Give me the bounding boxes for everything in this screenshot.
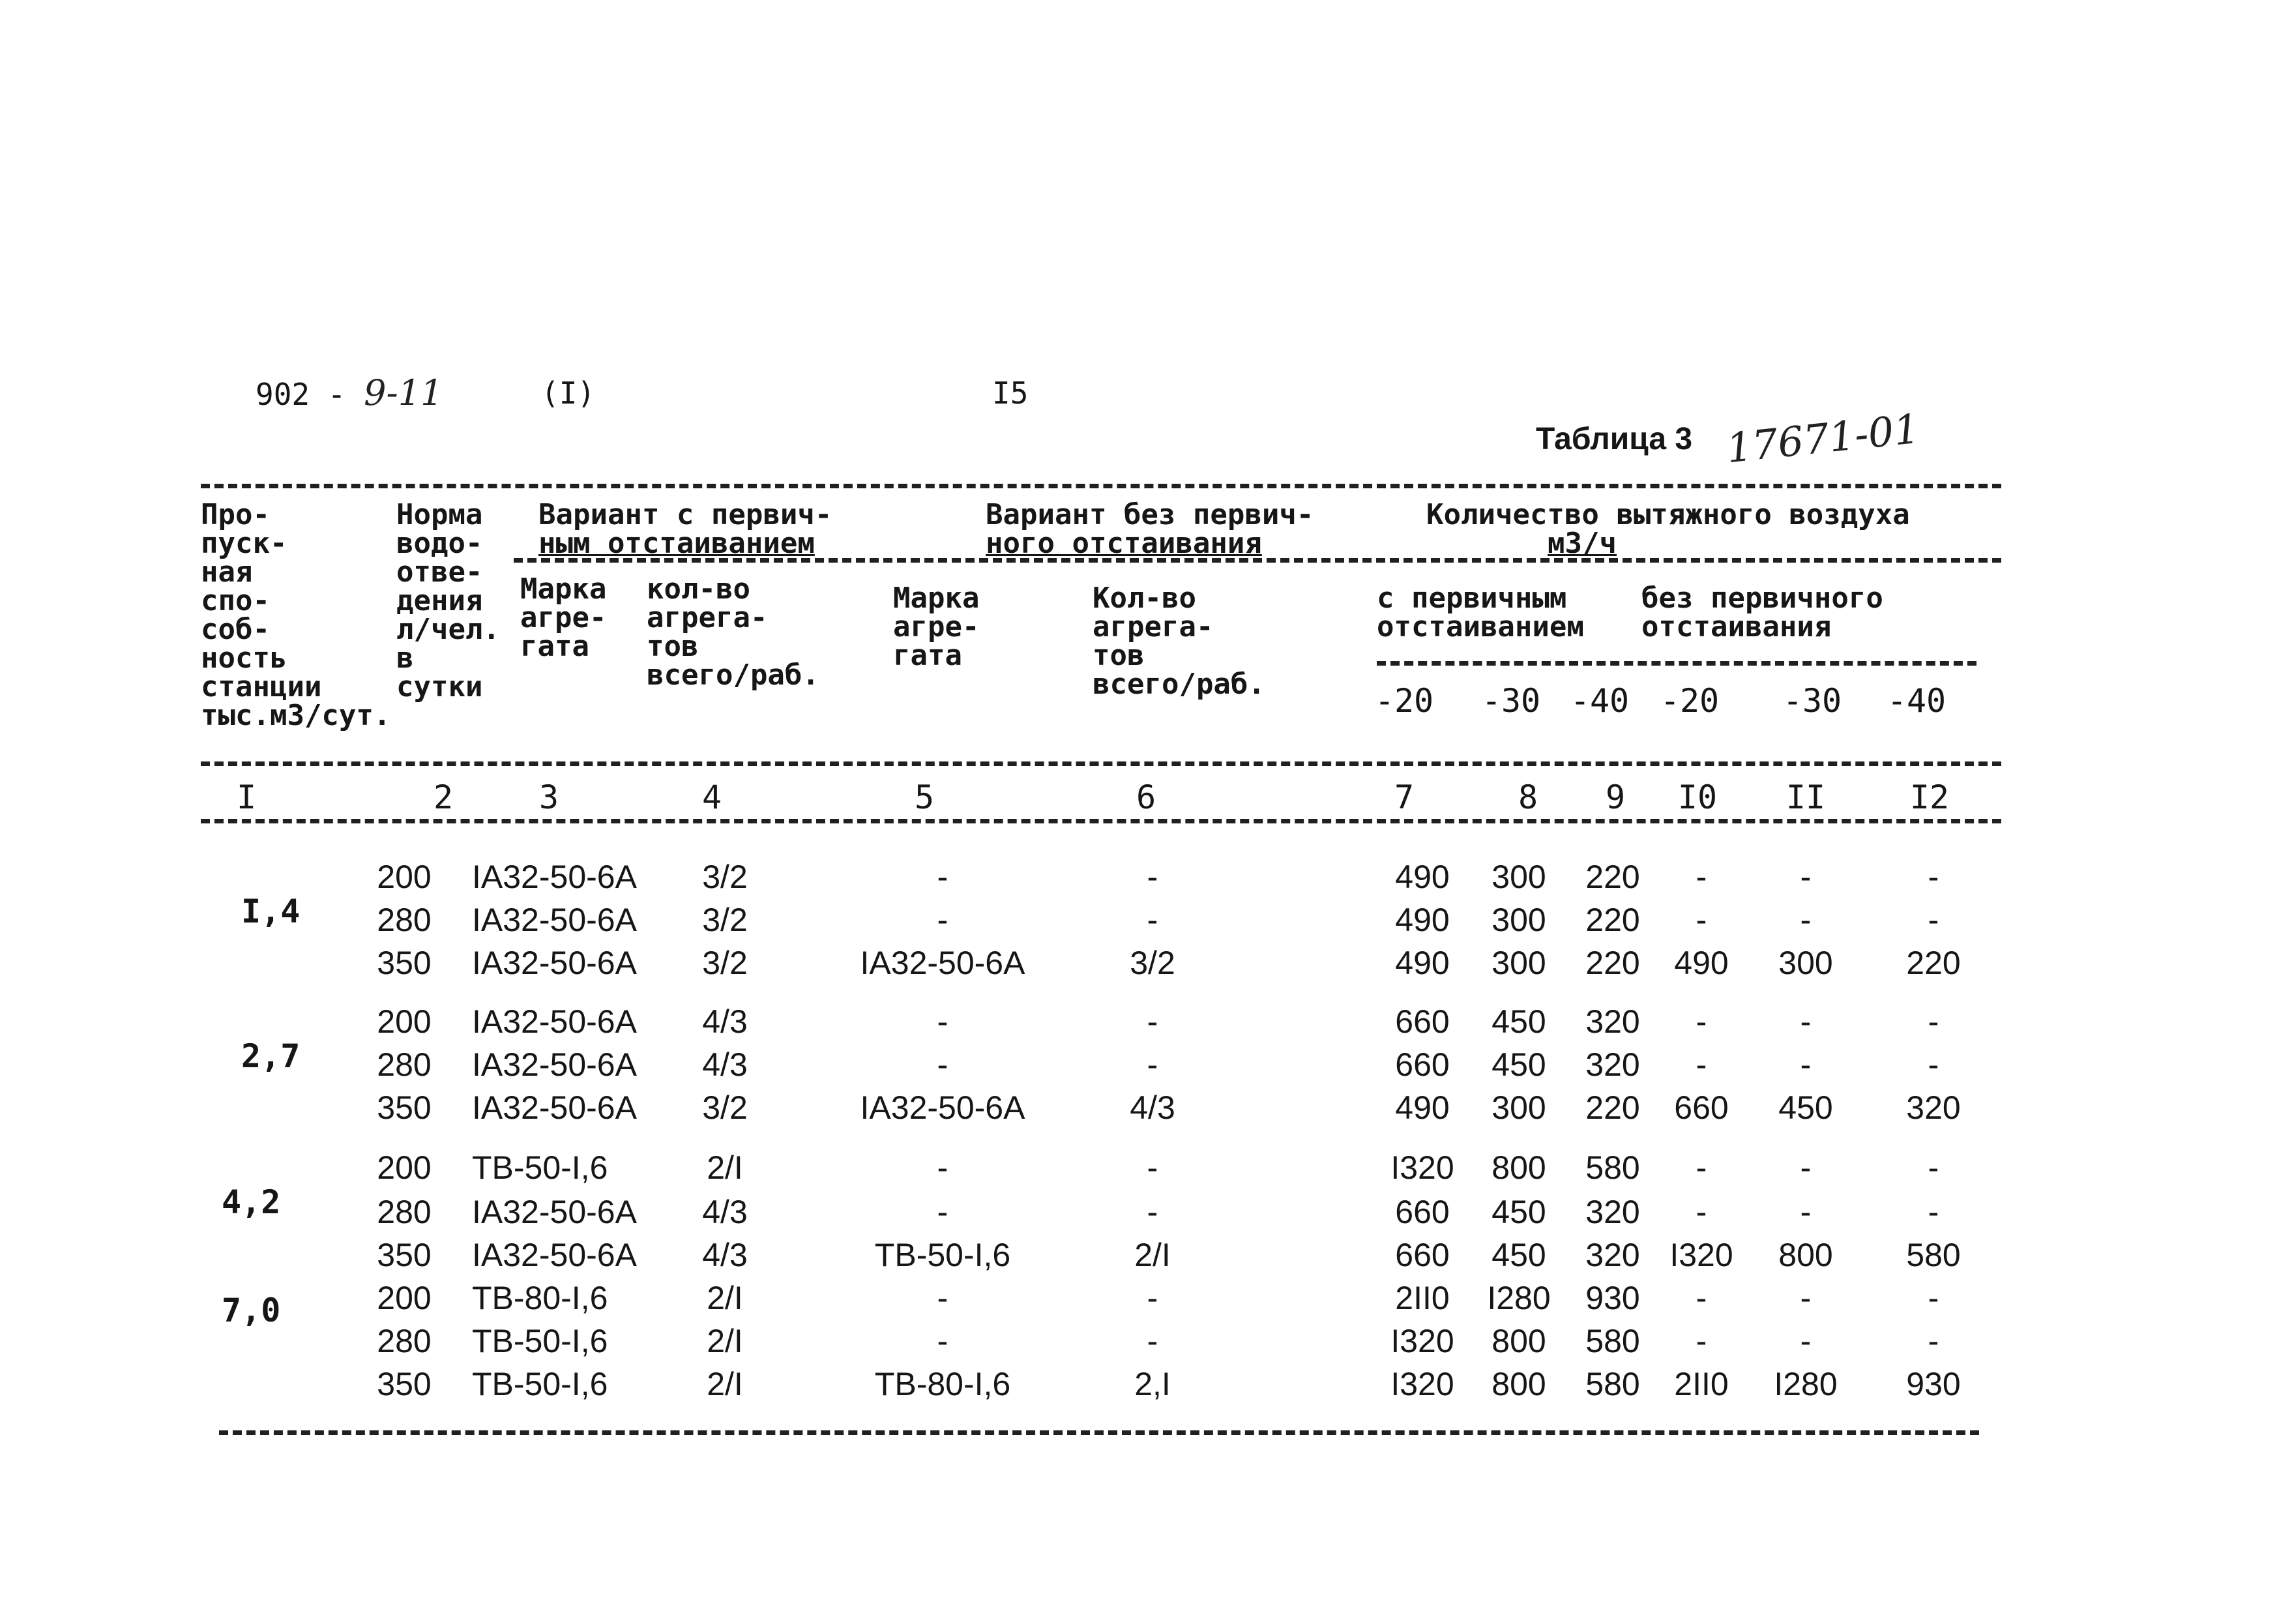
qty-without-cell: - [1147, 1323, 1158, 1359]
air-without-m40-cell: - [1928, 1046, 1939, 1083]
air-with-m20-cell: 2II0 [1395, 1280, 1450, 1316]
air-without-m30-cell: - [1800, 1280, 1812, 1316]
column-number: 8 [1518, 778, 1538, 816]
column-number: 5 [914, 778, 935, 816]
capacity-cell: 4,2 [222, 1183, 281, 1221]
qty-without-cell: - [1147, 859, 1158, 895]
air-with-m40-cell: 320 [1585, 1237, 1640, 1273]
qty-without-cell: 2,I [1134, 1366, 1171, 1402]
mark-without-cell: - [937, 1046, 948, 1083]
air-with-m20-cell: 490 [1395, 1089, 1450, 1126]
group-without-primary: Вариант без первич- ного отстаивания [986, 498, 1314, 560]
qty-without-cell: 2/I [1134, 1237, 1171, 1273]
qty-without-cell: - [1147, 1280, 1158, 1316]
group-air-volume: Количество вытяжного воздуха м3/ч [1426, 498, 1910, 560]
norm-cell: 280 [377, 1046, 432, 1083]
mark-with-cell: TB-50-I,6 [472, 1323, 608, 1359]
air-with-m30-cell: 300 [1491, 902, 1546, 938]
air-without-m40-cell: - [1928, 1003, 1939, 1040]
column-number: I2 [1909, 778, 1950, 816]
mark-with-cell: TB-50-I,6 [472, 1366, 608, 1402]
mark-with-cell: IA32-50-6A [472, 859, 637, 895]
column-number: 4 [701, 778, 722, 816]
air-without-m30-cell: - [1800, 1046, 1812, 1083]
col-norm-header: Норма водо- отве- дения л/чел. в сутки [396, 498, 500, 703]
air-without-m40-cell: 580 [1906, 1237, 1961, 1273]
mark-with-cell: IA32-50-6A [472, 1089, 637, 1126]
mark-without-cell: - [937, 859, 948, 895]
air-with-m20-cell: 660 [1395, 1003, 1450, 1040]
air-with-m40-cell: 220 [1585, 859, 1640, 895]
air-with-m20-cell: 490 [1395, 902, 1450, 938]
qty-with-cell: 4/3 [702, 1046, 748, 1083]
qty-without-cell: 3/2 [1130, 945, 1175, 981]
air-without-m20-cell: - [1696, 1280, 1707, 1316]
air-with-m40-cell: 930 [1585, 1280, 1640, 1316]
qty-with-cell: 2/I [707, 1366, 743, 1402]
part-number: (I) [541, 376, 596, 411]
norm-cell: 280 [377, 1194, 432, 1230]
mark-without-cell: - [937, 1323, 948, 1359]
mark-with-cell: IA32-50-6A [472, 1046, 637, 1083]
col-mark1-header: Марка агре- гата [520, 572, 607, 663]
doc-code-handwritten: 9-11 [364, 372, 443, 413]
norm-cell: 280 [377, 1323, 432, 1359]
qty-with-cell: 2/I [707, 1149, 743, 1186]
mark-without-cell: TB-50-I,6 [874, 1237, 1011, 1273]
air-with-m20-cell: I320 [1390, 1323, 1454, 1359]
air-with-m30-cell: 300 [1491, 859, 1546, 895]
norm-cell: 200 [377, 1280, 432, 1316]
doc-code-prefix: 902 - [256, 377, 364, 412]
air-with-m20-cell: 660 [1395, 1046, 1450, 1083]
mark-without-cell: - [937, 1149, 948, 1186]
norm-cell: 350 [377, 945, 432, 981]
qty-with-cell: 4/3 [702, 1194, 748, 1230]
air-with-m20-cell: I320 [1390, 1366, 1454, 1402]
air-without-m30-cell: - [1800, 859, 1812, 895]
air-without-m20-cell: - [1696, 1323, 1707, 1359]
capacity-cell: 2,7 [241, 1037, 301, 1075]
air-without-m20-cell: - [1696, 859, 1707, 895]
mark-with-cell: IA32-50-6A [472, 1237, 637, 1273]
column-number: I [236, 778, 257, 816]
column-number: 2 [433, 778, 454, 816]
mark-with-cell: TB-80-I,6 [472, 1280, 608, 1316]
air-with-m20-cell: 660 [1395, 1237, 1450, 1273]
air-without-primary-header: без первичного отстаивания [1641, 582, 1883, 643]
mark-without-cell: - [937, 902, 948, 938]
air-with-m40-cell: 320 [1585, 1046, 1640, 1083]
doc-code [256, 372, 443, 413]
air-with-m30-cell: 800 [1491, 1323, 1546, 1359]
norm-cell: 350 [377, 1237, 432, 1273]
air-without-m40-cell: - [1928, 1323, 1939, 1359]
air-with-m20-cell: 490 [1395, 945, 1450, 981]
norm-cell: 280 [377, 902, 432, 938]
rule-head-bottom [201, 761, 2001, 766]
air-without-m40-cell: - [1928, 1149, 1939, 1186]
air-with-m30-cell: 300 [1491, 945, 1546, 981]
air-with-m40-cell: 220 [1585, 902, 1640, 938]
temp-header: -20 [1660, 682, 1720, 720]
air-with-m30-cell: 450 [1491, 1003, 1546, 1040]
mark-without-cell: IA32-50-6A [860, 1089, 1025, 1126]
mark-without-cell: - [937, 1194, 948, 1230]
qty-with-cell: 4/3 [702, 1003, 748, 1040]
temp-header: -20 [1374, 682, 1434, 720]
col-qty2-header: Кол-во агрега- тов всего/раб. [1093, 582, 1265, 701]
air-without-m20-cell: - [1696, 1194, 1707, 1230]
air-without-m20-cell: I320 [1669, 1237, 1733, 1273]
column-number: I0 [1677, 778, 1718, 816]
temp-header: -40 [1570, 682, 1630, 720]
mark-with-cell: TB-50-I,6 [472, 1149, 608, 1186]
air-without-m40-cell: - [1928, 859, 1939, 895]
col-capacity-header: Про- пуск- ная спо- соб- ность станции тыс.м3/сут. [201, 498, 391, 732]
air-with-m40-cell: 320 [1585, 1194, 1640, 1230]
air-with-m30-cell: 300 [1491, 1089, 1546, 1126]
qty-without-cell: - [1147, 1003, 1158, 1040]
mark-with-cell: IA32-50-6A [472, 945, 637, 981]
rule-numbers [201, 819, 2001, 823]
air-with-m30-cell: 800 [1491, 1149, 1546, 1186]
air-with-m40-cell: 320 [1585, 1003, 1640, 1040]
air-without-m30-cell: I280 [1774, 1366, 1838, 1402]
qty-without-cell: - [1147, 1194, 1158, 1230]
col-mark2-header: Марка агре- гата [893, 582, 980, 672]
column-number: 3 [538, 778, 559, 816]
air-with-m20-cell: 660 [1395, 1194, 1450, 1230]
air-without-m30-cell: 450 [1778, 1089, 1833, 1126]
qty-with-cell: 2/I [707, 1280, 743, 1316]
mark-with-cell: IA32-50-6A [472, 1194, 637, 1230]
mark-with-cell: IA32-50-6A [472, 1003, 637, 1040]
air-with-m40-cell: 580 [1585, 1323, 1640, 1359]
air-without-m40-cell: - [1928, 902, 1939, 938]
air-without-m20-cell: - [1696, 1149, 1707, 1186]
air-without-m40-cell: - [1928, 1280, 1939, 1316]
air-without-m40-cell: 930 [1906, 1366, 1961, 1402]
rule-bottom [219, 1430, 1979, 1435]
air-with-m40-cell: 580 [1585, 1366, 1640, 1402]
air-with-m30-cell: 800 [1491, 1366, 1546, 1402]
mark-without-cell: TB-80-I,6 [874, 1366, 1011, 1402]
qty-with-cell: 4/3 [702, 1237, 748, 1273]
air-without-m30-cell: - [1800, 1323, 1812, 1359]
qty-with-cell: 3/2 [702, 902, 748, 938]
column-number: 7 [1394, 778, 1415, 816]
air-with-m20-cell: I320 [1390, 1149, 1454, 1186]
norm-cell: 200 [377, 1149, 432, 1186]
air-with-m40-cell: 220 [1585, 1089, 1640, 1126]
air-without-m30-cell: - [1800, 1003, 1812, 1040]
capacity-cell: I,4 [241, 893, 301, 930]
qty-with-cell: 2/I [707, 1323, 743, 1359]
column-number: II [1785, 778, 1826, 816]
air-without-m20-cell: - [1696, 1046, 1707, 1083]
mark-without-cell: IA32-50-6A [860, 945, 1025, 981]
mark-without-cell: - [937, 1280, 948, 1316]
page-number: I5 [992, 376, 1029, 411]
table-stamp: 17671-01 [1724, 404, 1922, 473]
air-without-m20-cell: 490 [1674, 945, 1729, 981]
air-without-m40-cell: 320 [1906, 1089, 1961, 1126]
air-without-m30-cell: - [1800, 1149, 1812, 1186]
air-without-m30-cell: 800 [1778, 1237, 1833, 1273]
qty-without-cell: - [1147, 1149, 1158, 1186]
table-label: Таблица 3 [1536, 422, 1693, 456]
air-with-m40-cell: 220 [1585, 945, 1640, 981]
qty-with-cell: 3/2 [702, 945, 748, 981]
air-without-m20-cell: 2II0 [1674, 1366, 1729, 1402]
temp-header: -30 [1481, 682, 1541, 720]
column-number: 6 [1136, 778, 1156, 816]
temp-header: -30 [1782, 682, 1842, 720]
air-without-m30-cell: 300 [1778, 945, 1833, 981]
air-without-m20-cell: - [1696, 902, 1707, 938]
air-with-m30-cell: I280 [1487, 1280, 1551, 1316]
rule-top [201, 484, 2001, 488]
col-qty1-header: кол-во агрега- тов всего/раб. [647, 572, 819, 692]
air-with-m40-cell: 580 [1585, 1149, 1640, 1186]
mark-without-cell: - [937, 1003, 948, 1040]
air-without-m20-cell: - [1696, 1003, 1707, 1040]
qty-without-cell: - [1147, 1046, 1158, 1083]
norm-cell: 200 [377, 859, 432, 895]
air-with-m20-cell: 490 [1395, 859, 1450, 895]
capacity-cell: 7,0 [222, 1292, 281, 1329]
norm-cell: 200 [377, 1003, 432, 1040]
temp-header: -40 [1887, 682, 1947, 720]
qty-with-cell: 3/2 [702, 1089, 748, 1126]
air-with-primary-header: с первичным отстаиванием [1377, 582, 1584, 643]
group-with-primary: Вариант с первич- ным отстаиванием [538, 498, 832, 560]
norm-cell: 350 [377, 1366, 432, 1402]
air-with-m30-cell: 450 [1491, 1237, 1546, 1273]
norm-cell: 350 [377, 1089, 432, 1126]
air-with-m30-cell: 450 [1491, 1194, 1546, 1230]
qty-with-cell: 3/2 [702, 859, 748, 895]
mark-with-cell: IA32-50-6A [472, 902, 637, 938]
air-without-m20-cell: 660 [1674, 1089, 1729, 1126]
qty-without-cell: 4/3 [1130, 1089, 1175, 1126]
air-without-m40-cell: 220 [1906, 945, 1961, 981]
air-without-m30-cell: - [1800, 1194, 1812, 1230]
air-without-m40-cell: - [1928, 1194, 1939, 1230]
qty-without-cell: - [1147, 902, 1158, 938]
air-without-m30-cell: - [1800, 902, 1812, 938]
air-with-m30-cell: 450 [1491, 1046, 1546, 1083]
rule-air [1377, 661, 1976, 666]
column-number: 9 [1605, 778, 1626, 816]
